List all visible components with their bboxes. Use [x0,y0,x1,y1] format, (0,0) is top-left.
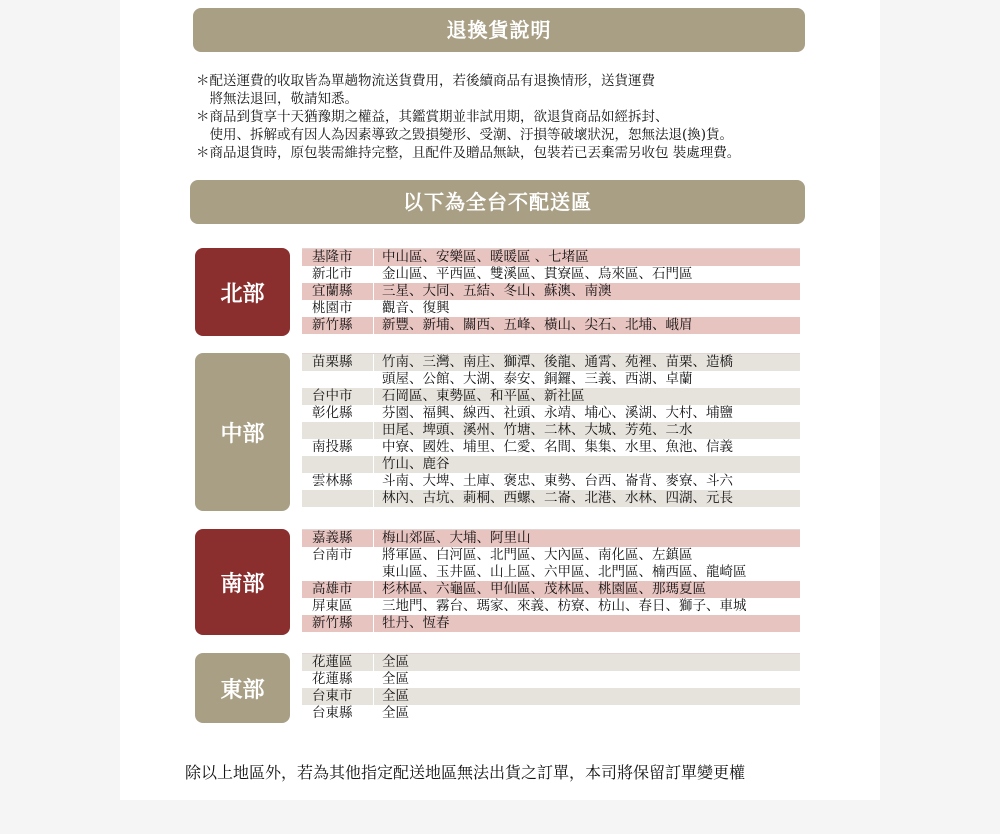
county-cell: 彰化縣 [302,405,374,422]
table-row [302,456,800,473]
county-cell [302,422,374,439]
county-cell: 南投縣 [302,439,374,456]
areas-cell: 全區 [382,688,409,704]
note-line: ＊商品退貨時，原包裝需維持完整，且配件及贈品無缺，包裝若已丟棄需另收包 裝處理費。 [196,145,741,161]
table-row [302,439,800,456]
county-cell: 屏東區 [302,598,374,615]
region-table-south [302,529,800,632]
table-row [302,615,800,632]
areas-cell: 全區 [382,671,409,687]
county-cell: 嘉義縣 [302,530,374,547]
county-cell: 桃園市 [302,300,374,317]
areas-cell: 全區 [382,654,409,670]
table-row [302,317,800,334]
areas-cell: 三地門、霧台、瑪家、來義、枋寮、枋山、春日、獅子、車城 [382,598,747,614]
areas-cell: 新豐、新埔、關西、五峰、橫山、尖石、北埔、峨眉 [382,317,693,333]
no-delivery-banner: 以下為全台不配送區 [190,180,805,224]
county-cell: 苗栗縣 [302,354,374,371]
region-label-north: 北部 [195,248,290,336]
areas-cell: 杉林區、六龜區、甲仙區、茂林區、桃園區、那瑪夏區 [382,581,706,597]
county-cell: 台東縣 [302,705,374,722]
table-row [302,671,800,688]
table-row [302,490,800,507]
table-row [302,266,800,283]
areas-cell: 芬園、福興、線西、社頭、永靖、埔心、溪湖、大村、埔鹽 [382,405,733,421]
areas-cell: 三星、大同、五結、冬山、蘇澳、南澳 [382,283,612,299]
table-row [302,581,800,598]
areas-cell: 中寮、國姓、埔里、仁愛、名間、集集、水里、魚池、信義 [382,439,733,455]
county-cell: 基隆市 [302,249,374,266]
county-cell: 新竹縣 [302,615,374,632]
areas-cell: 斗南、大埤、土庫、褒忠、東勢、台西、崙背、麥寮、斗六 [382,473,733,489]
note-line: 將無法退回，敬請知悉。 [196,91,358,107]
table-row [302,564,800,581]
return-policy-notes [196,72,816,162]
areas-cell: 觀音、復興 [382,300,450,316]
areas-cell: 竹南、三灣、南庄、獅潭、後龍、通霄、苑裡、苗栗、造橋 [382,354,733,370]
areas-cell: 林內、古坑、莿桐、西螺、二崙、北港、水林、四湖、元長 [382,490,733,506]
table-row [302,300,800,317]
region-table-east [302,653,800,722]
table-row [302,473,800,490]
table-row [302,422,800,439]
county-cell: 宜蘭縣 [302,283,374,300]
county-cell: 雲林縣 [302,473,374,490]
table-row [302,688,800,705]
county-cell: 台南市 [302,547,374,564]
region-table-north [302,248,800,334]
areas-cell: 全區 [382,705,409,721]
areas-cell: 牡丹、恆春 [382,615,450,631]
county-cell: 台中市 [302,388,374,405]
areas-cell: 石岡區、東勢區、和平區、新社區 [382,388,585,404]
table-row [302,405,800,422]
areas-cell: 梅山郊區、大埔、阿里山 [382,530,531,546]
county-cell: 花蓮區 [302,654,374,671]
table-row [302,371,800,388]
county-cell [302,371,374,388]
table-row [302,388,800,405]
table-row [302,283,800,300]
note-line: ＊配送運費的收取皆為單趟物流送貨費用，若後續商品有退換情形，送貨運費 [196,73,655,89]
areas-cell: 將軍區、白河區、北門區、大內區、南化區、左鎮區 [382,547,693,563]
table-row [302,598,800,615]
region-label-central: 中部 [195,353,290,511]
table-row [302,354,800,371]
areas-cell: 東山區、玉井區、山上區、六甲區、北門區、楠西區、龍崎區 [382,564,747,580]
county-cell [302,456,374,473]
table-row [302,530,800,547]
county-cell [302,564,374,581]
note-line: ＊商品到貨享十天猶豫期之權益，其鑑賞期並非試用期，欲退貨商品如經拆封、 [196,109,669,125]
areas-cell: 金山區、平西區、雙溪區、貫寮區、烏來區、石門區 [382,266,693,282]
county-cell [302,490,374,507]
return-policy-banner: 退換貨說明 [193,8,805,52]
table-row [302,705,800,722]
county-cell: 新竹縣 [302,317,374,334]
areas-cell: 頭屋、公館、大湖、泰安、銅鑼、三義、西湖、卓蘭 [382,371,693,387]
footer-note: 除以上地區外，若為其他指定配送地區無法出貨之訂單，本司將保留訂單變更權 [185,763,746,782]
areas-cell: 中山區、安樂區、暖暖區 、七堵區 [382,249,589,265]
table-row [302,547,800,564]
region-label-east: 東部 [195,653,290,723]
county-cell: 台東市 [302,688,374,705]
note-line: 使用、拆解或有因人為因素導致之毀損變形、受潮、汙損等破壞狀況，恕無法退(換)貨。 [196,127,734,143]
county-cell: 高雄市 [302,581,374,598]
county-cell: 花蓮縣 [302,671,374,688]
county-cell: 新北市 [302,266,374,283]
region-table-central [302,353,800,507]
areas-cell: 田尾、埤頭、溪州、竹塘、二林、大城、芳苑、二水 [382,422,693,438]
table-row [302,654,800,671]
table-row [302,249,800,266]
areas-cell: 竹山、鹿谷 [382,456,450,472]
region-label-south: 南部 [195,529,290,635]
